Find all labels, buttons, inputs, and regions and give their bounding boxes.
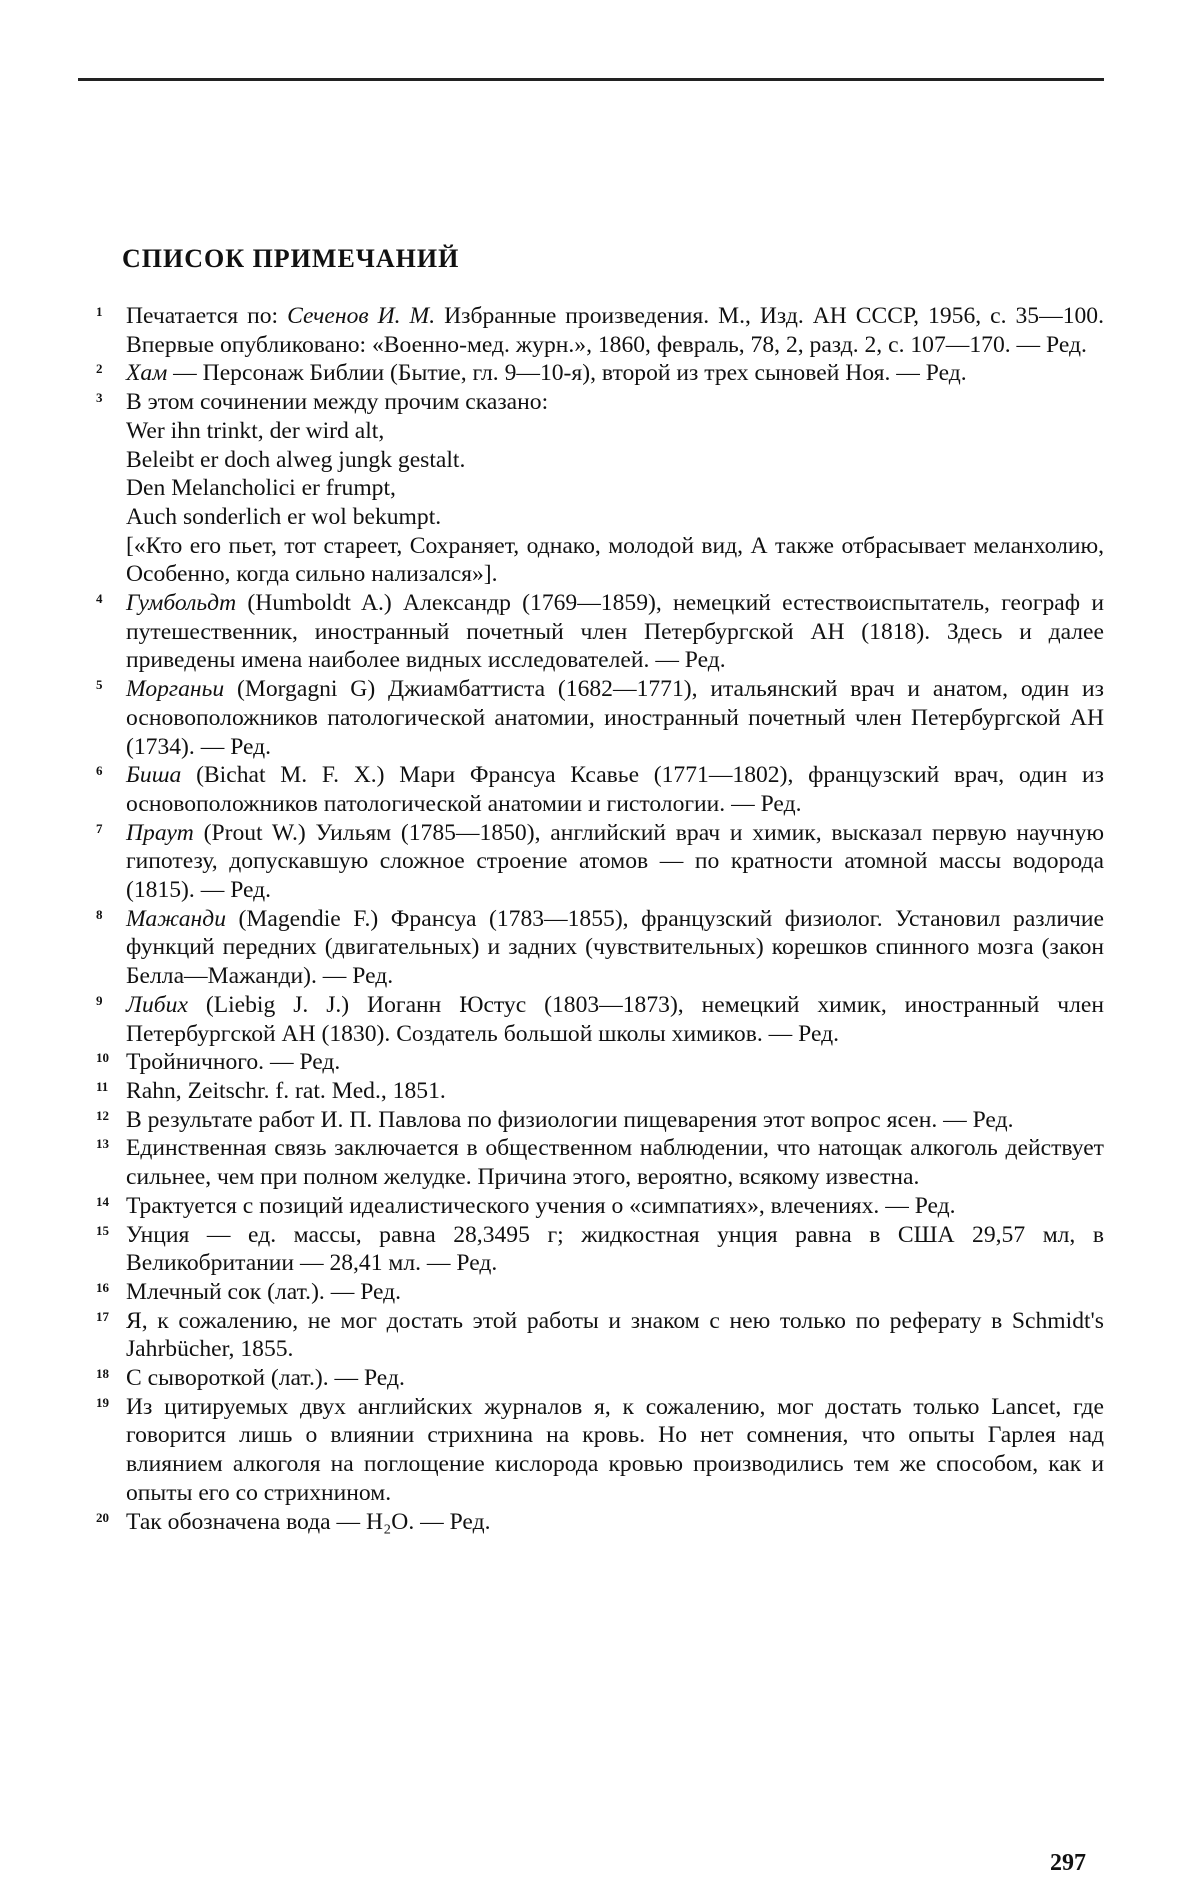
note-15 [96,1221,1104,1278]
note-10 [96,1048,1104,1077]
page-title: СПИСОК ПРИМЕЧАНИЙ [122,244,460,273]
note-text: С сывороткой (лат.). — Ред. [126,1365,405,1392]
verse-line: Beleibt er doch alweg jungk gestalt. [126,446,466,473]
note-person: Мажанди [126,905,226,932]
note-number: 16 [96,1279,109,1295]
verse-line: Wer ihn trinkt, der wird alt, [126,417,385,444]
note-number: 9 [96,992,103,1008]
note-text: — Персонаж Библии (Бытие, гл. 9—10-я), второй из трех сыновей Ноя. — Ред. [167,360,967,387]
note-number: 11 [96,1078,109,1094]
note-20 [96,1508,1104,1537]
note-text: Унция — ед. массы, равна 28,3495 г; жидкостная унция равна в США 29,57 мл, в Великобритании — 28,41 мл. — Ред. [126,1221,1104,1277]
note-text: Млечный сок (лат.). — Ред. [126,1278,402,1305]
note-person: Либих [126,991,188,1018]
note-2 [96,359,1104,388]
verse-translation: [«Кто его пьет, тот стареет, Сохраняет, однако, молодой вид, А также отбрасывает меланхолию, Особенно, когда сильно нализался»]. [126,532,1104,588]
note-number: 10 [96,1050,109,1066]
note-3 [96,388,1104,589]
note-5 [96,675,1104,761]
note-text: (Liebig J. J.) Иоганн Юстус (1803—1873), немецкий химик, иностранный член Петербургской АН (1830). Создатель большой школы химиков. — Ред. [126,991,1104,1047]
note-number: 17 [96,1308,109,1324]
note-number: 1 [96,304,103,319]
note-6 [96,761,1104,818]
note-number: 19 [96,1394,109,1410]
note-number: 5 [96,677,103,693]
note-number: 15 [96,1222,109,1238]
note-person: Праут [126,819,194,846]
note-number: 18 [96,1366,109,1382]
note-18 [96,1364,1104,1393]
page-number: 297 [1050,1850,1086,1876]
note-4 [96,589,1104,675]
note-text: Трактуется с позиций идеалистического учения о «симпатиях», влечениях. — Ред. [126,1192,956,1219]
note-text: (Prout W.) Уильям (1785—1850), английский врач и химик, высказал первую научную гипотезу, допускавшую сложное строение атомов — по кратности атомной массы водорода (1815). — Ред. [126,819,1104,904]
note-text: В результате работ И. П. Павлова по физиологии пищеварения этот вопрос ясен. — Ред. [126,1106,1014,1133]
note-text: Я, к сожалению, не мог достать этой работы и знаком с нею только по реферату в Schmidt's Jahrbücher, 1855. [126,1307,1104,1363]
note-number: 7 [96,820,103,836]
note-number: 14 [96,1193,109,1209]
note-number: 20 [96,1509,109,1525]
note-text: (Magendie F.) Франсуа (1783—1855), французский физиолог. Установил различие функций передних (двигательных) и задних (чувствительных) корешков спинного мозга (закон Белла—Мажанди). — Ред. [126,905,1104,990]
note-17 [96,1307,1104,1364]
note-1 [96,302,1104,359]
note-person: Биша [126,762,182,789]
note-text: В этом сочинении между прочим сказано: [126,389,549,416]
note-text: Из цитируемых двух английских журналов я, к сожалению, мог достать только Lancet, где говорится лишь о влиянии стрихнина на кровь. Но нет сомнения, что опыты Гарлея над влиянием алкоголя на поглощение кислорода кровью производились тем же способом, как и опыты его со стрихнином. [126,1393,1104,1506]
note-19 [96,1393,1104,1508]
note-text: (Humboldt A.) Александр (1769—1859), немецкий естествоиспытатель, географ и путешественник, иностранный почетный член Петербургской АН (1818). Здесь и далее приведены имена наиболее видных исследователей. — Ред. [126,590,1104,674]
note-number: 4 [96,591,103,607]
note-8 [96,905,1104,991]
top-rule [78,78,1104,81]
note-number: 12 [96,1107,109,1123]
note-12 [96,1106,1104,1135]
note-person: Гумбольдт [126,590,237,617]
note-13 [96,1134,1104,1191]
note-number: 6 [96,763,103,779]
note-9 [96,991,1104,1048]
note-number: 13 [96,1136,109,1152]
note-text: Тройничного. — Ред. [126,1049,341,1076]
note-14 [96,1192,1104,1221]
note-text: (Bichat M. F. X.) Мари Франсуа Ксавье (1771—1802), французский врач, один из основоположников патологической анатомии и гистологии. — Ред. [126,762,1104,817]
note-number: 2 [96,361,103,377]
verse-line: Den Melancholici er frumpt, [126,475,396,502]
note-author: Сеченов И. М. [287,303,436,329]
note-number: 8 [96,906,103,922]
note-person: Морганьи [126,676,225,703]
note-text: Rahn, Zeitschr. f. rat. Med., 1851. [126,1077,446,1104]
note-text: Единственная связь заключается в общественном наблюдении, что натощак алкоголь действует сильнее, чем при полном желудке. Причина этого, вероятно, всякому известна. [126,1135,1104,1191]
note-16 [96,1278,1104,1307]
note-11 [96,1077,1104,1106]
note-text: Избранные произведения. М., Изд. АН СССР, 1956, с. 35—100. Впервые опубликовано: «Военно-мед. журн.», 1860, февраль, 78, 2, разд. 2, с. 107—170. — Ред. [126,303,1104,358]
note-text: Печатается по: [126,303,288,329]
note-term: Хам [126,360,168,387]
notes-list [96,302,1104,1536]
verse-line: Auch sonderlich er wol bekumpt. [126,503,442,530]
note-7 [96,819,1104,905]
note-number: 3 [96,390,103,406]
note-text: Так обозначена вода — H₂O. — Ред. [126,1508,491,1535]
note-text: (Morgagni G) Джиамбаттиста (1682—1771), итальянский врач и анатом, один из основоположников патологической анатомии, иностранный почетный член Петербургской АН (1734). — Ред. [126,676,1104,760]
